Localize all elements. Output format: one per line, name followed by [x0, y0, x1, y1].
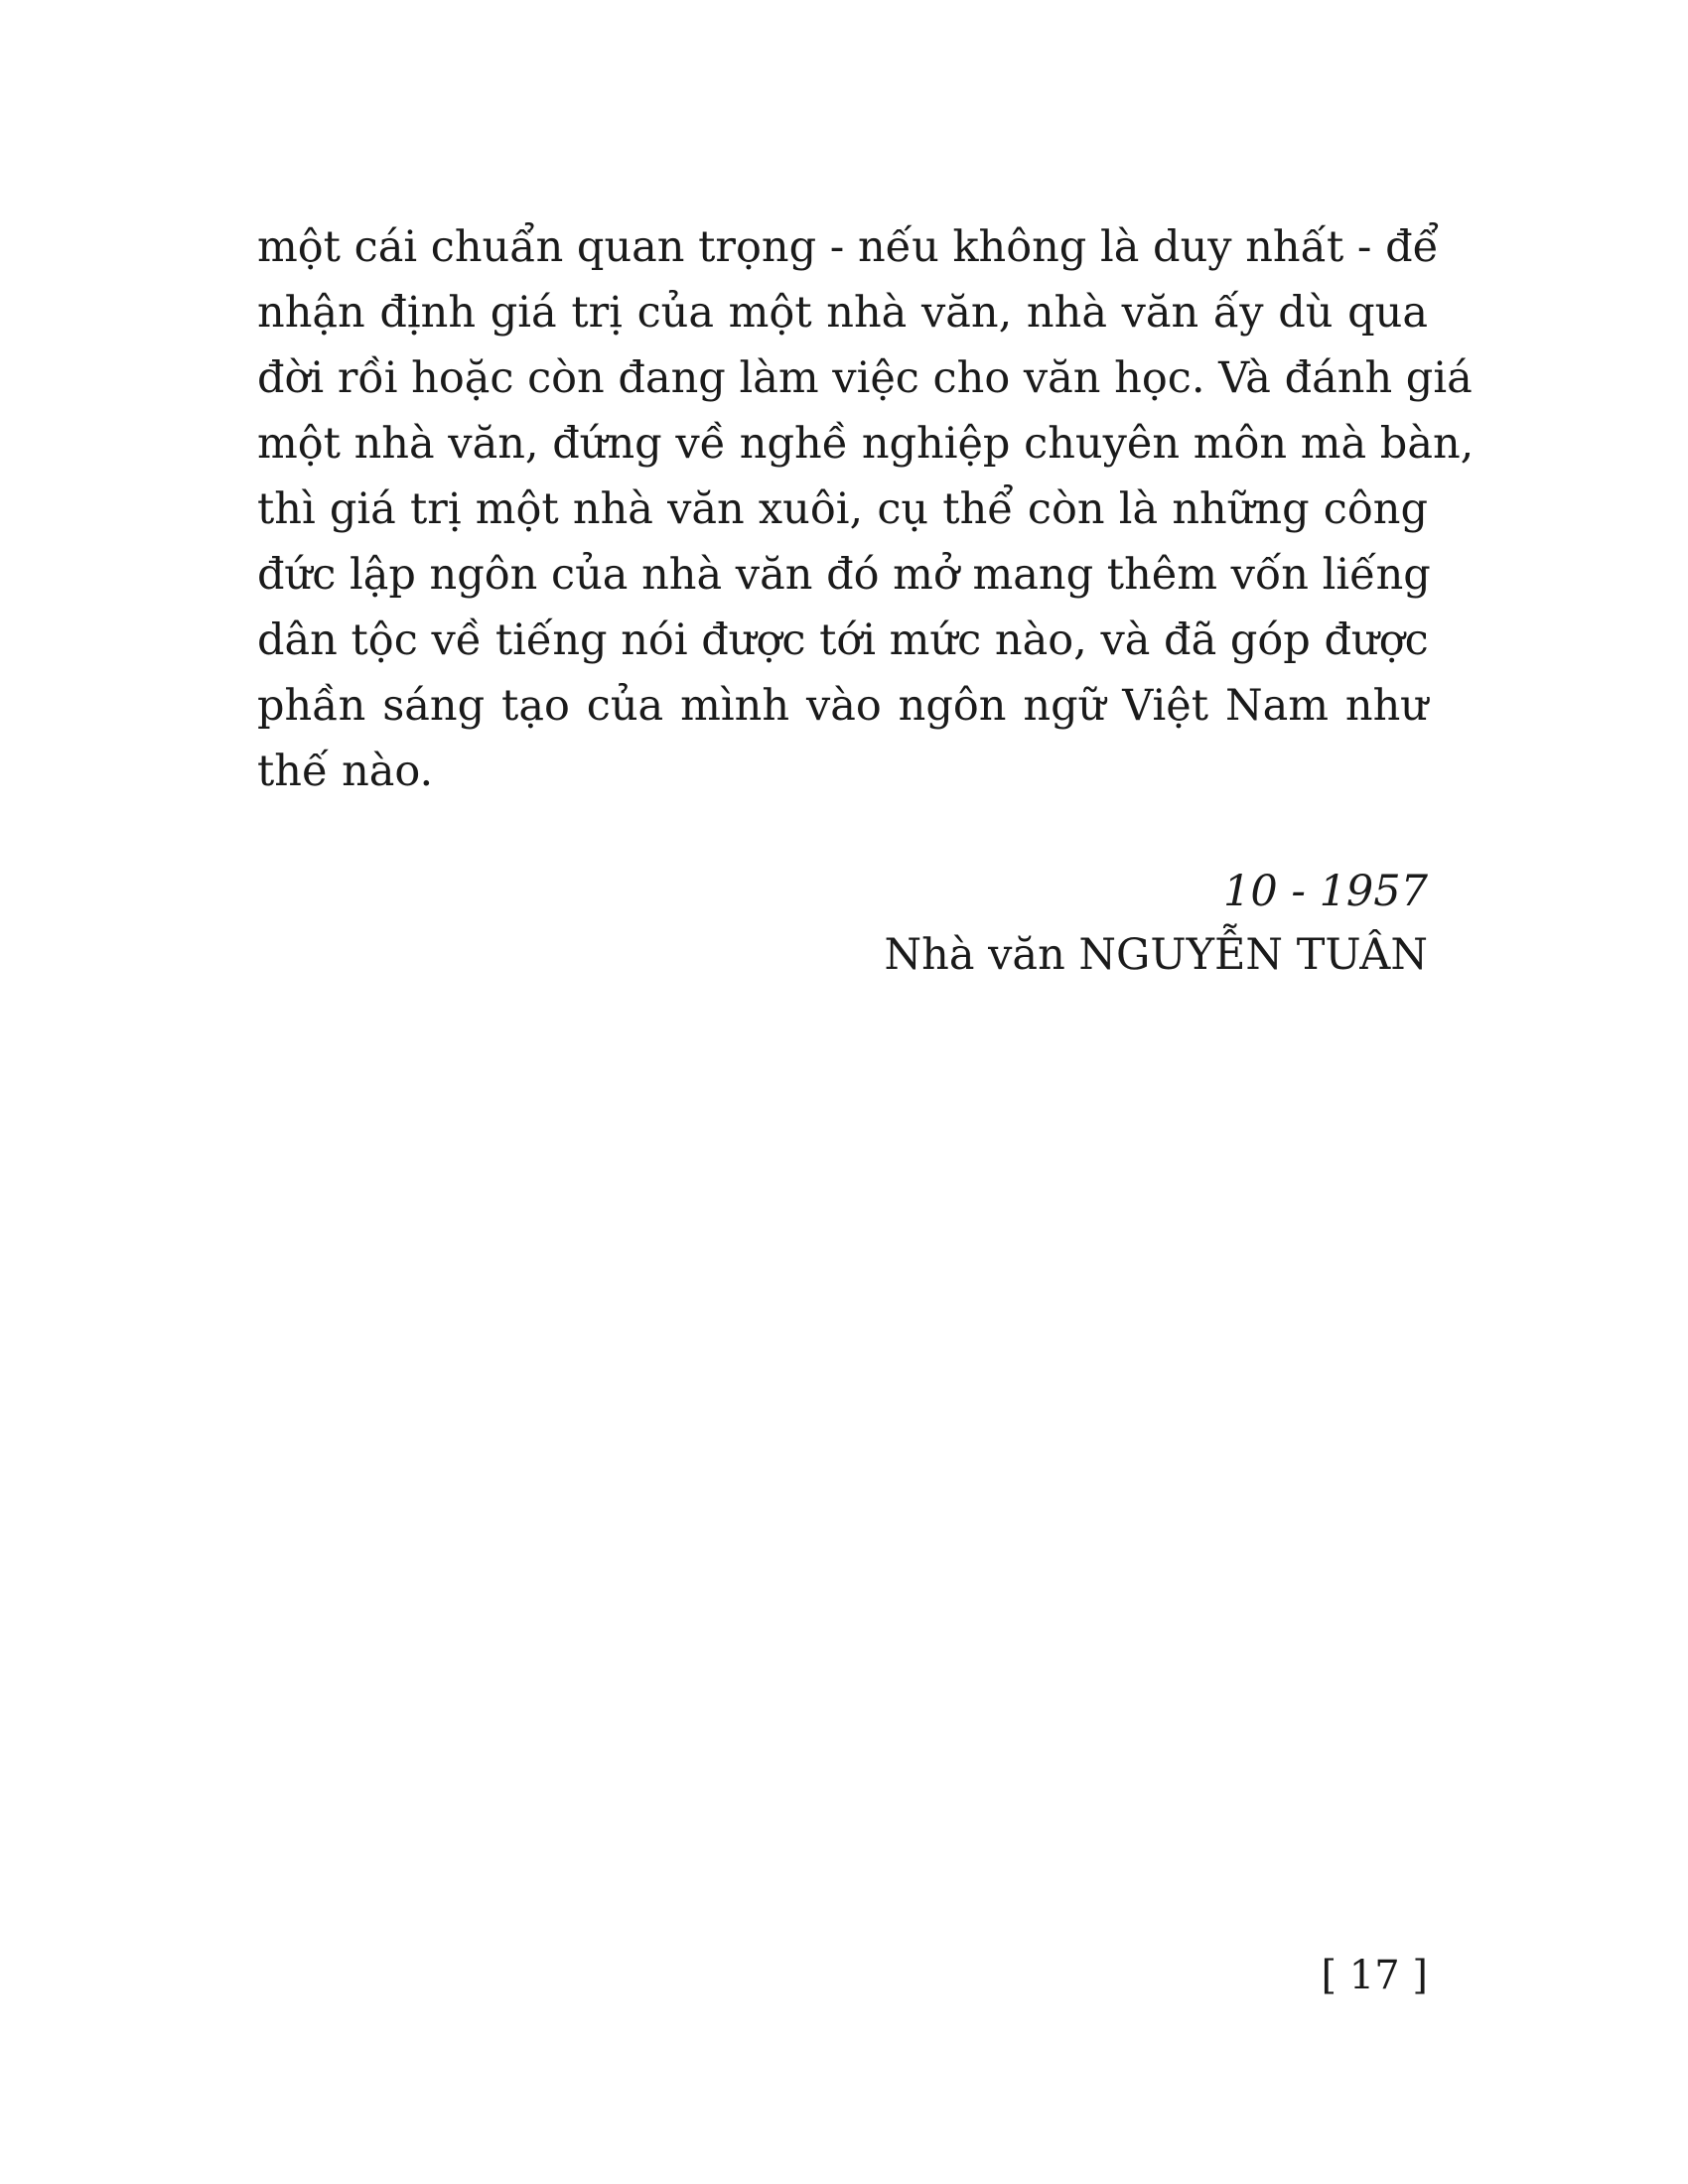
- paragraph-line: đức lập ngôn của nhà văn đó mở mang thêm vốn liếng: [257, 550, 1431, 600]
- paragraph-line: một nhà văn, đứng về nghề nghiệp chuyên môn mà bàn,: [257, 419, 1475, 469]
- paragraph-line: thế nào.: [257, 747, 434, 796]
- paragraph-line: dân tộc về tiếng nói được tới mức nào, và đã góp được: [257, 615, 1429, 665]
- signoff-author: Nhà văn NGUYỄN TUÂN: [884, 930, 1428, 980]
- paragraph-line: thì giá trị một nhà văn xuôi, cụ thể còn là những công: [257, 484, 1428, 534]
- signoff-date: 10 - 1957: [1222, 867, 1428, 916]
- page-number: [ 17 ]: [1321, 1953, 1428, 1998]
- signoff-block: [885, 860, 1428, 987]
- paragraph-line: một cái chuẩn quan trọng - nếu không là duy nhất - để: [257, 222, 1440, 272]
- body-paragraph: [257, 214, 1475, 804]
- paragraph-line: nhận định giá trị của một nhà văn, nhà văn ấy dù qua: [257, 288, 1428, 338]
- paragraph-line: đời rồi hoặc còn đang làm việc cho văn học. Và đánh giá: [257, 353, 1473, 403]
- paragraph-line: phần sáng tạo của mình vào ngôn ngữ Việt Nam như: [257, 681, 1428, 731]
